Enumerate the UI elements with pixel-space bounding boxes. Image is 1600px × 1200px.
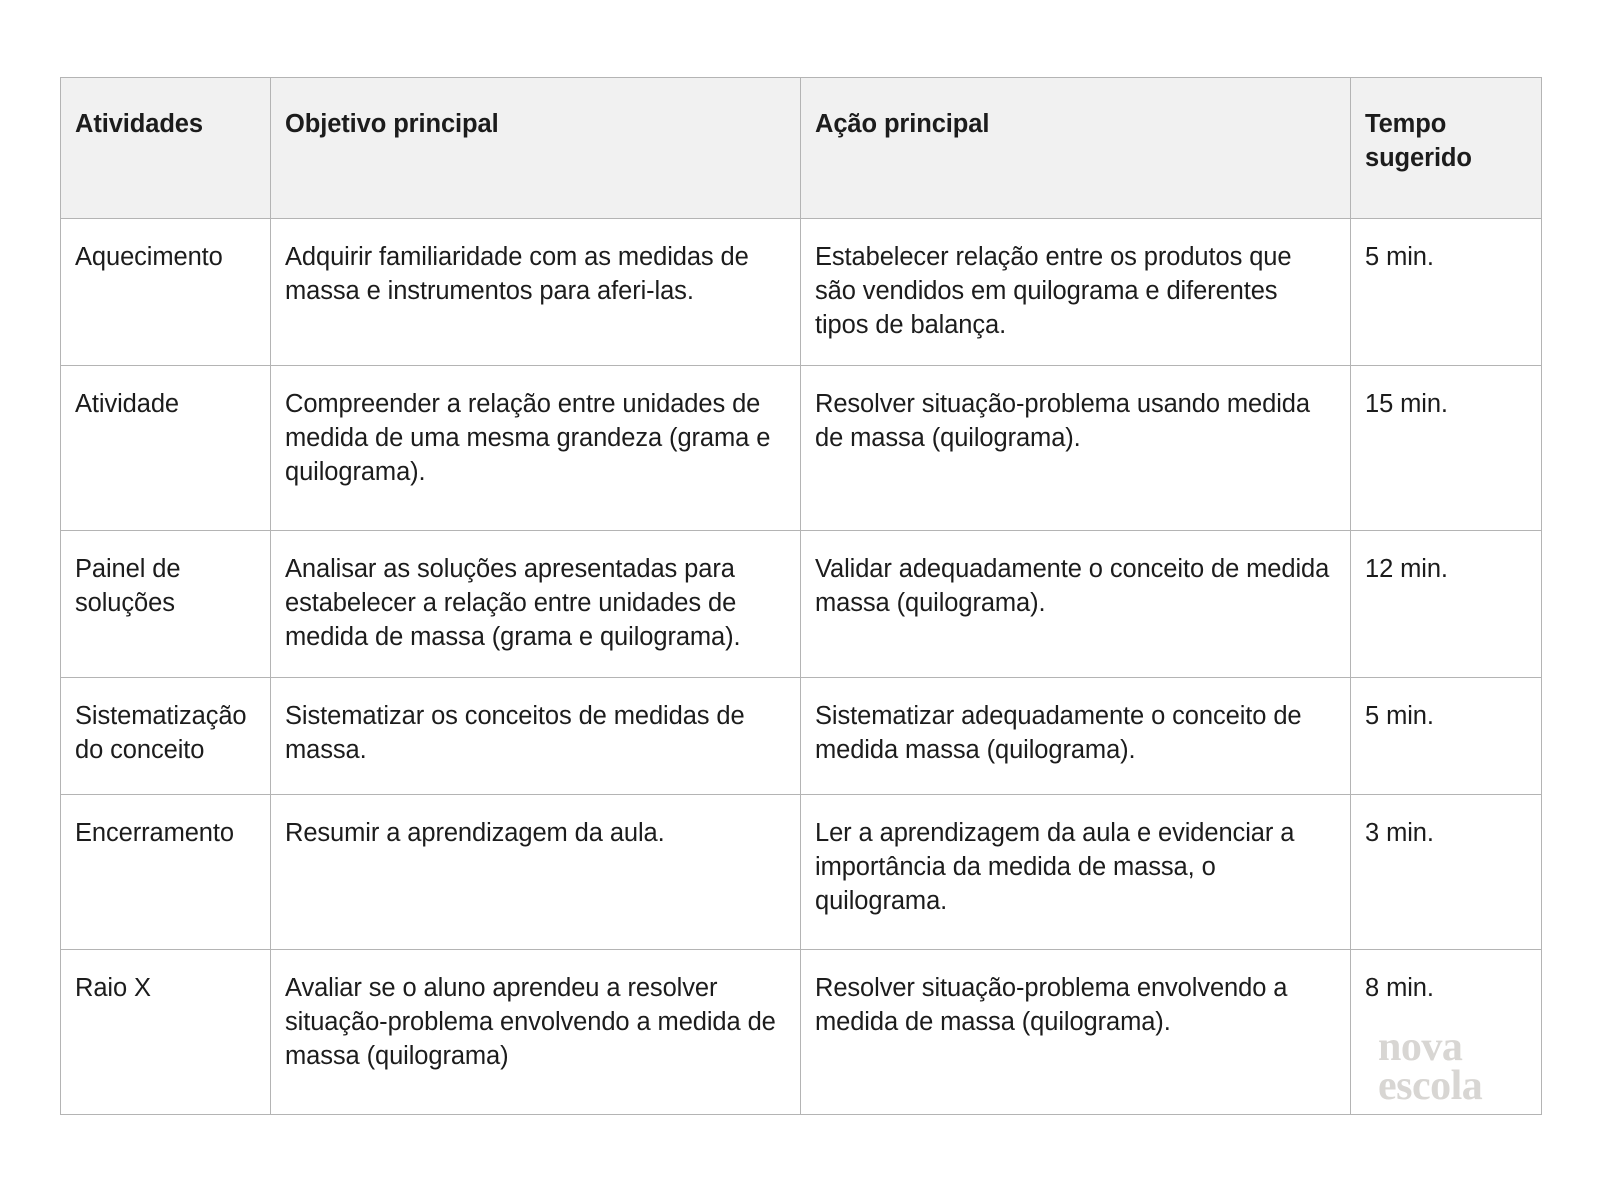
column-header-atividades: Atividades [61,78,271,219]
table-row [61,531,1542,678]
cell-objetivo: Analisar as soluções apresentadas para estabelecer a relação entre unidades de medida de massa (grama e quilograma). [271,531,801,678]
table-body [61,219,1542,1115]
cell-atividade: Aquecimento [61,219,271,366]
cell-tempo-sugerido: 12 min. [1351,531,1542,678]
cell-acao: Resolver situação-problema usando medida de massa (quilograma). [801,366,1351,531]
table-header-row [61,78,1542,219]
logo-line-escola: escola [1378,1062,1483,1109]
cell-objetivo: Resumir a aprendizagem da aula. [271,795,801,950]
lesson-plan-table-container [60,77,1541,1115]
cell-acao: Ler a aprendizagem da aula e evidenciar a importância da medida de massa, o quilograma. [801,795,1351,950]
lesson-plan-table [60,77,1542,1115]
cell-atividade: Atividade [61,366,271,531]
table-row [61,795,1542,950]
cell-objetivo: Compreender a relação entre unidades de medida de uma mesma grandeza (grama e quilograma). [271,366,801,531]
cell-tempo-sugerido: 5 min. [1351,219,1542,366]
cell-tempo-sugerido: 15 min. [1351,366,1542,531]
column-header-acao-principal: Ação principal [801,78,1351,219]
cell-acao: Sistematizar adequadamente o conceito de medida massa (quilograma). [801,678,1351,795]
table-row [61,366,1542,531]
cell-acao: Resolver situação-problema envolvendo a medida de massa (quilograma). [801,950,1351,1115]
cell-atividade: Painel de soluções [61,531,271,678]
column-header-tempo-sugerido: Tempo sugerido [1351,78,1542,219]
cell-objetivo: Adquirir familiaridade com as medidas de massa e instrumentos para aferi-las. [271,219,801,366]
table-row [61,950,1542,1115]
cell-objetivo: Avaliar se o aluno aprendeu a resolver situação-problema envolvendo a medida de massa (quilograma) [271,950,801,1115]
logo-line-nova: nova [1378,1024,1463,1070]
table-row [61,219,1542,366]
table-header [61,78,1542,219]
cell-objetivo: Sistematizar os conceitos de medidas de massa. [271,678,801,795]
column-header-objetivo-principal: Objetivo principal [271,78,801,219]
cell-atividade: Sistematização do conceito [61,678,271,795]
cell-tempo-sugerido: 3 min. [1351,795,1542,950]
cell-atividade: Encerramento [61,795,271,950]
cell-atividade: Raio X [61,950,271,1115]
cell-tempo-sugerido: 5 min. [1351,678,1542,795]
cell-acao: Validar adequadamente o conceito de medida massa (quilograma). [801,531,1351,678]
cell-tempo-sugerido: 8 min. [1351,950,1542,1115]
table-row [61,678,1542,795]
cell-acao: Estabelecer relação entre os produtos que são vendidos em quilograma e diferentes tipos de balança. [801,219,1351,366]
